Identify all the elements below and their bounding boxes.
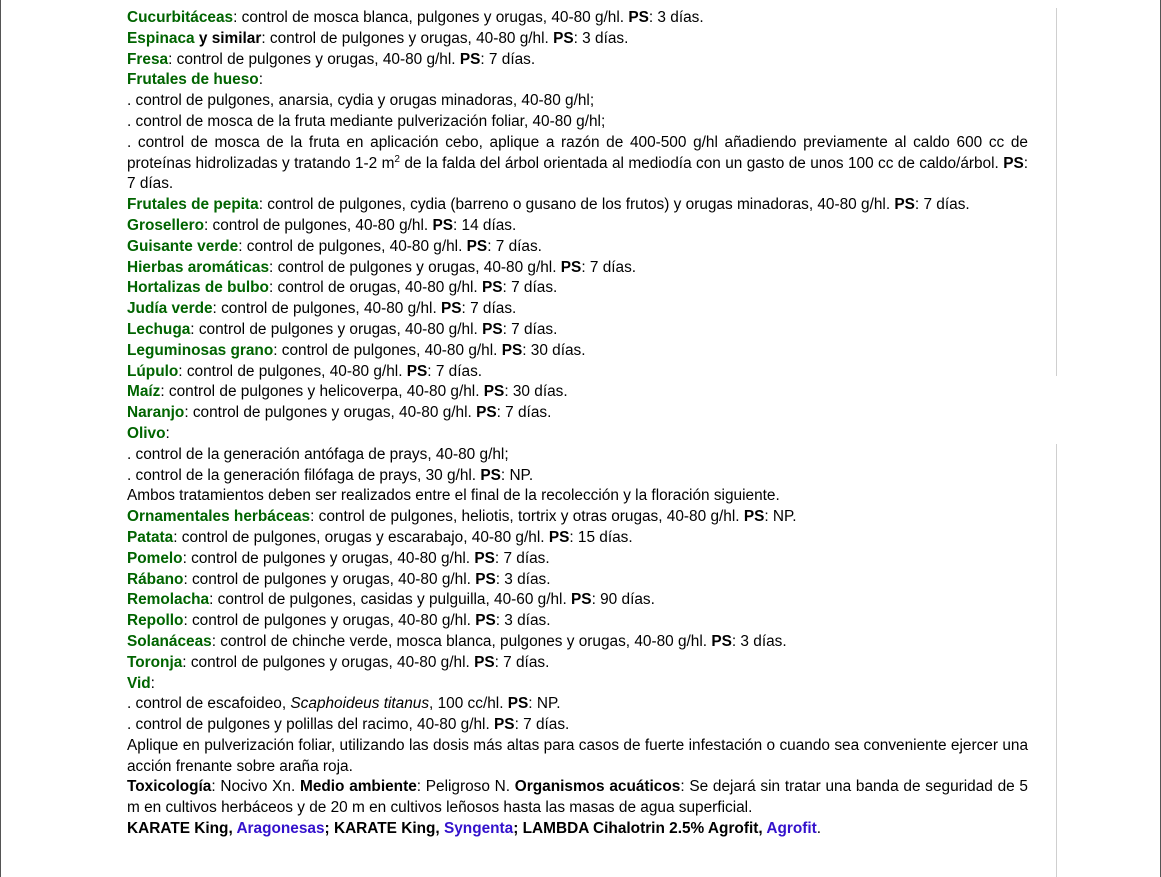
ps-label: PS [441,300,462,318]
entry-ornamentales-herbaceas: Ornamentales herbáceas: control de pulgones, heliotis, tortrix y otras orugas, 40-80 g/hl. PS: NP. [127,508,797,526]
company-link-agrofit[interactable]: Agrofit [766,820,817,838]
crop-name: Judía verde [127,300,213,318]
entry-lechuga: Lechuga: control de pulgones y orugas, 40-80 g/hl. PS: 7 días. [127,320,558,338]
aquatic-label: Organismos acuáticos [514,778,681,796]
crop-name: Ornamentales herbáceas [127,508,311,526]
ps-label: PS [743,508,765,526]
entry-leguminosas-grano: Leguminosas grano: control de pulgones, 40-80 g/hl. PS: 30 días. [127,341,586,359]
entry-naranjo: Naranjo: control de pulgones y orugas, 40-80 g/hl. PS: 7 días. [127,404,552,422]
crop-name: Toronja [127,653,183,671]
ps-label: PS [711,632,732,650]
ps-label: PS [474,653,495,671]
crop-name: Fresa [127,50,169,68]
entry-espinaca: Espinaca y similar: control de pulgones y orugas, 40-80 g/hl. PS: 3 días. [127,29,629,47]
crop-name: Vid [127,674,151,692]
crop-name: Repollo [127,612,184,630]
ps-label: PS [894,196,915,214]
crop-name: Cucurbitáceas [127,9,234,26]
document-body [127,8,1028,840]
products-line: KARATE King, Aragonesas; KARATE King, Syngenta; LAMBDA Cihalotrin 2.5% Agrofit, Agrofit. [127,820,822,838]
crop-name: Frutales de pepita [127,196,259,214]
crop-name: Remolacha [127,591,210,609]
margin-guide-top [1056,8,1057,376]
crop-name: Espinaca [127,29,195,47]
entry-fresa: Fresa: control de pulgones y orugas, 40-80 g/hl. PS: 7 días. [127,50,536,68]
crop-name: Solanáceas [127,632,212,650]
crop-name: Naranjo [127,404,185,422]
crop-name: Olivo [127,424,166,442]
ps-label: PS [571,591,592,609]
company-link-aragonesas[interactable]: Aragonesas [236,820,325,838]
ps-label: PS [459,50,481,68]
ps-label: PS [501,341,523,359]
ps-label: PS [432,216,453,234]
entry-frutales-hueso: Frutales de hueso: [127,71,263,89]
entry-grosellero: Grosellero: control de pulgones, 40-80 g/hl. PS: 14 días. [127,216,517,234]
ps-label: PS [628,9,649,26]
entry-guisante-verde: Guisante verde: control de pulgones, 40-80 g/hl. PS: 7 días. [127,237,542,255]
crop-name: Frutales de hueso [127,71,259,89]
ps-label: PS [482,279,503,297]
note-paragraph: Aplique en pulverización foliar, utilizando las dosis más altas para casos de fuerte infestación o cuando sea conveniente ejercer una acción frenante sobre araña roja. [127,736,1028,775]
ps-label: PS [475,570,496,588]
entry-rabano: Rábano: control de pulgones y orugas, 40-80 g/hl. PS: 3 días. [127,570,551,588]
entry-olivo: Olivo: [127,424,170,442]
environment-label: Medio ambiente [300,778,417,796]
sub-item: . control de la generación filófaga de prays, 30 g/hl. PS: NP. [127,466,534,484]
sub-item: . control de la generación antófaga de prays, 40-80 g/hl; [127,445,509,463]
sub-item: . control de mosca de la fruta mediante pulverización foliar, 40-80 g/hl; [127,112,606,130]
crop-name: Pomelo [127,549,183,567]
company-link-syngenta[interactable]: Syngenta [443,820,514,838]
page-frame-left [0,0,1,877]
product-name: KARATE King, [127,820,237,838]
product-name: KARATE King, [333,820,444,838]
ps-label: PS [475,612,496,630]
sub-item: . control de pulgones, anarsia, cydia y orugas minadoras, 40-80 g/hl; [127,92,595,110]
ps-label: PS [406,362,428,380]
entry-vid: Vid: [127,674,155,692]
entry-judia-verde: Judía verde: control de pulgones, 40-80 g/hl. PS: 7 días. [127,300,517,318]
crop-name: Leguminosas grano [127,341,274,359]
ps-label: PS [507,695,529,713]
note-paragraph: Ambos tratamientos deben ser realizados entre el final de la recolección y la floración siguiente. [127,487,780,505]
toxicology-paragraph: Toxicología: Nocivo Xn. Medio ambiente: Peligroso N. Organismos acuáticos: Se dejará sin tratar una banda de seguridad de 5 m en cultivos herbáceos y de 20 m en cultivos leñosos hasta las masas de agua superficial. [127,778,1028,817]
entry-pomelo: Pomelo: control de pulgones y orugas, 40-80 g/hl. PS: 7 días. [127,549,550,567]
ps-label: PS [553,29,574,47]
ps-label: PS [483,383,505,401]
entry-remolacha: Remolacha: control de pulgones, casidas y pulguilla, 40-60 g/hl. PS: 90 días. [127,591,655,609]
margin-guide-bottom [1056,444,1057,877]
crop-name: Grosellero [127,216,204,234]
sub-item: . control de pulgones y polillas del racimo, 40-80 g/hl. PS: 7 días. [127,716,570,734]
entry-cucurbitaceas: Cucurbitáceas: control de mosca blanca, pulgones y orugas, 40-80 g/hl. PS: 3 días. [127,9,704,26]
ps-label: PS [482,320,503,338]
crop-name: Guisante verde [127,237,239,255]
toxicology-label: Toxicología [127,778,212,796]
crop-name: Maíz [127,383,161,401]
crop-name: Hortalizas de bulbo [127,279,269,297]
entry-frutales-pepita: Frutales de pepita: control de pulgones, cydia (barreno o gusano de los frutos) y orugas minadoras, 40-80 g/hl. PS: 7 días. [127,196,970,214]
entry-toronja: Toronja: control de pulgones y orugas, 40-80 g/hl. PS: 7 días. [127,653,550,671]
entry-hortalizas-bulbo: Hortalizas de bulbo: control de orugas, 40-80 g/hl. PS: 7 días. [127,279,558,297]
crop-name: Rábano [127,570,184,588]
sub-item: . control de escafoideo, Scaphoideus titanus, 100 cc/hl. PS: NP. [127,695,561,713]
entry-solanaceas: Solanáceas: control de chinche verde, mosca blanca, pulgones y orugas, 40-80 g/hl. PS: 3 días. [127,632,787,650]
entry-lupulo: Lúpulo: control de pulgones, 40-80 g/hl. PS: 7 días. [127,362,483,380]
crop-name: Lúpulo [127,362,179,380]
ps-label: PS [494,716,515,734]
ps-label: PS [476,404,497,422]
species-name: Scaphoideus titanus [290,695,430,713]
crop-name: Hierbas aromáticas [127,258,270,276]
entry-hierbas-aromaticas: Hierbas aromáticas: control de pulgones y orugas, 40-80 g/hl. PS: 7 días. [127,258,637,276]
product-name: LAMBDA Cihalotrin 2.5% Agrofit, [522,820,767,838]
ps-label: PS [548,528,570,546]
entry-patata: Patata: control de pulgones, orugas y escarabajo, 40-80 g/hl. PS: 15 días. [127,528,633,546]
ps-label: PS [1003,154,1024,172]
ps-label: PS [466,237,488,255]
sub-item: . control de mosca de la fruta en aplicación cebo, aplique a razón de 400-500 g/hl añadiendo previamente al caldo 600 cc de proteínas hidrolizadas y tratando 1-2 $m^2$ de la falda del árbol orientada al mediodía con un gasto de unos 100 cc de caldo/árbol. PS: 7 días. [127,133,1028,193]
ps-label: PS [474,549,495,567]
entry-maiz: Maíz: control de pulgones y helicoverpa, 40-80 g/hl. PS: 30 días. [127,383,568,401]
crop-name: Patata [127,528,174,546]
ps-label: PS [480,466,501,484]
entry-repollo: Repollo: control de pulgones y orugas, 40-80 g/hl. PS: 3 días. [127,612,551,630]
ps-label: PS [560,258,582,276]
crop-name: Lechuga [127,320,191,338]
